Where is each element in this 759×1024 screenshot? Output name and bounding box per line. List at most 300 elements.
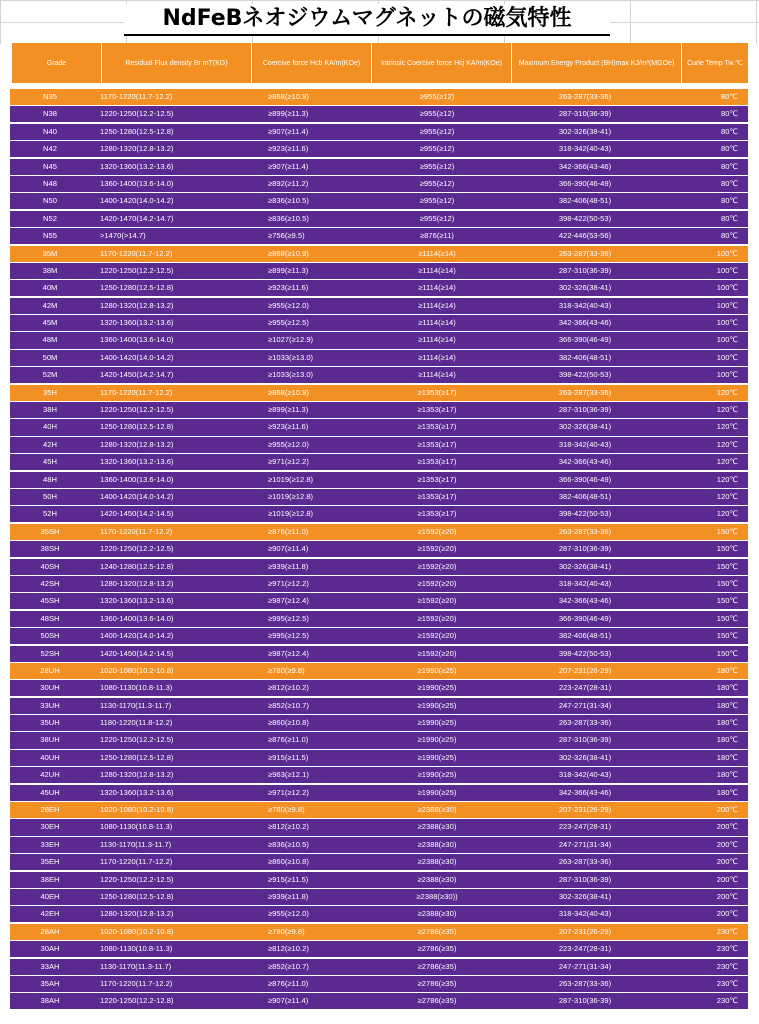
table-row xyxy=(10,924,748,940)
cell-grade: 30AH xyxy=(40,944,60,954)
cell-curie-temp: 180℃ xyxy=(716,770,738,780)
cell-residual-flux-density: 1360-1400(13.6-14.0) xyxy=(100,474,174,484)
table-row xyxy=(10,976,748,992)
cell-curie-temp: 100℃ xyxy=(716,352,738,362)
header-residual-flux-density: Residual Flux density Br mT(KG) xyxy=(102,43,252,83)
cell-grade: N50 xyxy=(43,196,57,206)
cell-intrinsic-coercive-force: ≥1990(≥25) xyxy=(417,683,457,693)
cell-coercive-force: ≥907(≥11.4) xyxy=(268,126,309,136)
cell-coercive-force: ≥963(≥12.1) xyxy=(268,770,309,780)
cell-intrinsic-coercive-force: ≥1353(≥17) xyxy=(417,387,457,397)
cell-residual-flux-density: 1020-1080(10.2-10.8) xyxy=(100,805,174,815)
cell-curie-temp: 100℃ xyxy=(716,248,738,258)
table-body xyxy=(10,89,748,1011)
cell-curie-temp: 120℃ xyxy=(716,457,738,467)
cell-max-energy-product: 302-326(38-41) xyxy=(558,561,612,571)
cell-max-energy-product: 318-342(40-43) xyxy=(558,144,612,154)
cell-coercive-force: ≥971(≥12.2) xyxy=(268,578,309,588)
cell-intrinsic-coercive-force: ≥1592(≥20) xyxy=(417,613,457,623)
cell-max-energy-product: 263-287(33-36) xyxy=(558,978,612,988)
cell-residual-flux-density: 1250-1280(12.5-12.8) xyxy=(100,126,174,136)
cell-curie-temp: 200℃ xyxy=(716,857,738,867)
cell-coercive-force: ≥812(≥10.2) xyxy=(268,822,309,832)
cell-residual-flux-density: 1080-1130(10.8-11.3) xyxy=(100,822,173,832)
cell-grade: 50H xyxy=(43,491,57,501)
cell-grade: 28UH xyxy=(40,665,60,675)
cell-max-energy-product: 223-247(28-31) xyxy=(558,944,612,954)
cell-max-energy-product: 287-310(36-39) xyxy=(558,996,612,1006)
cell-intrinsic-coercive-force: ≥1592(≥20) xyxy=(417,578,457,588)
cell-max-energy-product: 398-422(50-53) xyxy=(558,213,612,223)
cell-residual-flux-density: 1280-1320(12.8-13.2) xyxy=(100,300,174,310)
cell-residual-flux-density: 1020-1080(10.2-10.8) xyxy=(100,926,174,936)
cell-coercive-force: ≥955(≥12.0) xyxy=(268,909,309,919)
cell-grade: 40M xyxy=(42,283,58,293)
table-row xyxy=(10,402,748,418)
cell-coercive-force: ≥955(≥12.0) xyxy=(268,300,309,310)
cell-residual-flux-density: 1170-1220(11.7-12.2) xyxy=(100,978,173,988)
cell-curie-temp: 180℃ xyxy=(716,735,738,745)
cell-coercive-force: ≥899(≥11.3) xyxy=(268,109,309,119)
cell-max-energy-product: 422-446(53-56) xyxy=(558,231,612,241)
cell-intrinsic-coercive-force: ≥1592(≥20) xyxy=(417,631,457,641)
cell-residual-flux-density: 1420-1450(14.2-14.5) xyxy=(100,509,174,519)
cell-grade: N45 xyxy=(43,161,57,171)
cell-max-energy-product: 287-310(36-39) xyxy=(558,544,612,554)
table-row xyxy=(10,193,748,209)
cell-max-energy-product: 207-231(26-29) xyxy=(558,805,612,815)
cell-curie-temp: 180℃ xyxy=(716,718,738,728)
cell-curie-temp: 120℃ xyxy=(716,474,738,484)
cell-coercive-force: ≥1019(≥12.8) xyxy=(268,474,314,484)
cell-residual-flux-density: 1320-1360(13.2-13.6) xyxy=(100,457,174,467)
cell-grade: 48M xyxy=(42,335,58,345)
cell-curie-temp: 100℃ xyxy=(716,335,738,345)
cell-residual-flux-density: 1320-1360(13.2-13.6) xyxy=(100,787,174,797)
cell-max-energy-product: 247-271(31-34) xyxy=(558,839,612,849)
cell-curie-temp: 200℃ xyxy=(716,874,738,884)
cell-coercive-force: ≥876(≥11.0) xyxy=(268,978,309,988)
table-row xyxy=(10,785,748,801)
cell-intrinsic-coercive-force: ≥876(≥11) xyxy=(420,231,454,241)
cell-curie-temp: 80℃ xyxy=(721,144,738,154)
cell-max-energy-product: 318-342(40-43) xyxy=(558,300,612,310)
cell-max-energy-product: 366-390(46-49) xyxy=(558,335,612,345)
cell-coercive-force: ≥852(≥10.7) xyxy=(268,961,309,971)
cell-max-energy-product: 342-366(43-46) xyxy=(558,596,612,606)
table-header-row xyxy=(12,43,748,83)
cell-coercive-force: ≥987(≥12.4) xyxy=(268,648,309,658)
cell-curie-temp: 150℃ xyxy=(716,578,738,588)
table-row xyxy=(10,559,748,575)
table-row xyxy=(10,715,748,731)
cell-residual-flux-density: 1170-1220(11.7-12.2) xyxy=(100,857,173,867)
cell-intrinsic-coercive-force: ≥1114(≥14) xyxy=(418,300,456,310)
cell-coercive-force: ≥812(≥10.2) xyxy=(268,944,309,954)
cell-grade: 30EH xyxy=(40,822,60,832)
cell-curie-temp: 100℃ xyxy=(716,300,738,310)
cell-intrinsic-coercive-force: ≥1990(≥25) xyxy=(417,718,457,728)
cell-curie-temp: 80℃ xyxy=(721,196,738,206)
cell-max-energy-product: 302-326(38-41) xyxy=(558,752,612,762)
cell-curie-temp: 180℃ xyxy=(716,752,738,762)
table-row xyxy=(10,454,748,470)
cell-grade: N52 xyxy=(43,213,57,223)
cell-residual-flux-density: 1220-1250(12.2-12.5) xyxy=(100,265,174,275)
cell-curie-temp: 200℃ xyxy=(716,805,738,815)
cell-intrinsic-coercive-force: ≥1114(≥14) xyxy=(418,248,456,258)
cell-grade: 38AH xyxy=(40,996,60,1006)
cell-curie-temp: 120℃ xyxy=(716,439,738,449)
cell-coercive-force: ≥892(≥11.2) xyxy=(268,178,309,188)
cell-max-energy-product: 366-390(46-49) xyxy=(558,178,612,188)
cell-coercive-force: ≥780(≥9.8) xyxy=(268,805,305,815)
cell-intrinsic-coercive-force: ≥1114(≥14) xyxy=(418,352,456,362)
cell-intrinsic-coercive-force: ≥2786(≥35) xyxy=(417,944,457,954)
cell-residual-flux-density: 1280-1320(12.8-13.2) xyxy=(100,439,174,449)
table-row xyxy=(10,906,748,922)
cell-curie-temp: 180℃ xyxy=(716,683,738,693)
cell-intrinsic-coercive-force: ≥1592(≥20) xyxy=(417,648,457,658)
cell-max-energy-product: 398-422(50-53) xyxy=(558,370,612,380)
cell-intrinsic-coercive-force: ≥1353(≥17) xyxy=(417,491,457,501)
cell-max-energy-product: 302-326(38-41) xyxy=(558,283,612,293)
cell-residual-flux-density: 1240-1280(12.5-12.8) xyxy=(100,561,174,571)
table-row xyxy=(10,211,748,227)
cell-curie-temp: 150℃ xyxy=(716,561,738,571)
cell-intrinsic-coercive-force: ≥2786(≥35) xyxy=(417,996,457,1006)
cell-coercive-force: ≥907(≥11.4) xyxy=(268,544,309,554)
cell-coercive-force: ≥860(≥10.8) xyxy=(268,857,309,867)
cell-max-energy-product: 263-287(33-36) xyxy=(558,718,612,728)
cell-intrinsic-coercive-force: ≥2388(≥30) xyxy=(417,839,457,849)
table-row xyxy=(10,802,748,818)
cell-curie-temp: 100℃ xyxy=(716,370,738,380)
table-row xyxy=(10,263,748,279)
cell-grade: 40EH xyxy=(40,891,60,901)
table-row xyxy=(10,367,748,383)
table-row xyxy=(10,993,748,1009)
cell-intrinsic-coercive-force: ≥955(≥12) xyxy=(419,126,455,136)
cell-grade: 48SH xyxy=(40,613,60,623)
cell-coercive-force: ≥955(≥12.5) xyxy=(268,318,309,328)
cell-residual-flux-density: 1420-1470(14.2-14.7) xyxy=(100,213,174,223)
cell-coercive-force: ≥923(≥11.6) xyxy=(268,422,309,432)
cell-coercive-force: ≥907(≥11.4) xyxy=(268,996,309,1006)
cell-intrinsic-coercive-force: ≥1114(≥14) xyxy=(418,283,456,293)
cell-coercive-force: ≥995(≥12.5) xyxy=(268,631,309,641)
cell-curie-temp: 120℃ xyxy=(716,387,738,397)
cell-grade: 45H xyxy=(43,457,57,467)
cell-intrinsic-coercive-force: ≥1990(≥25) xyxy=(417,665,457,675)
cell-residual-flux-density: 1220-1250(12.2-12.5) xyxy=(100,109,174,119)
cell-max-energy-product: 342-366(43-46) xyxy=(558,457,612,467)
cell-intrinsic-coercive-force: ≥1990(≥25) xyxy=(417,787,457,797)
cell-max-energy-product: 398-422(50-53) xyxy=(558,648,612,658)
cell-grade: 28EH xyxy=(40,805,60,815)
cell-intrinsic-coercive-force: ≥2786(≥35) xyxy=(417,926,457,936)
cell-residual-flux-density: 1420-1450(14.2-14.7) xyxy=(100,370,174,380)
table-row xyxy=(10,350,748,366)
cell-curie-temp: 100℃ xyxy=(716,318,738,328)
cell-residual-flux-density: 1400-1420(14.0-14.2) xyxy=(100,631,174,641)
cell-residual-flux-density: 1280-1320(12.8-13.2) xyxy=(100,578,174,588)
cell-coercive-force: ≥1027(≥12.9) xyxy=(268,335,314,345)
cell-coercive-force: ≥860(≥10.8) xyxy=(268,718,309,728)
cell-coercive-force: ≥1033(≥13.0) xyxy=(268,370,314,380)
cell-residual-flux-density: 1170-1220(11.7-12.2) xyxy=(100,387,173,397)
cell-curie-temp: 150℃ xyxy=(716,613,738,623)
cell-coercive-force: ≥923(≥11.6) xyxy=(268,144,309,154)
cell-max-energy-product: 382-406(48-51) xyxy=(558,631,612,641)
cell-curie-temp: 80℃ xyxy=(721,126,738,136)
cell-intrinsic-coercive-force: ≥2786(≥35) xyxy=(417,961,457,971)
cell-max-energy-product: 302-326(38-41) xyxy=(558,891,612,901)
cell-residual-flux-density: 1170-1220(11.7-12.2) xyxy=(100,248,173,258)
cell-intrinsic-coercive-force: ≥955(≥12) xyxy=(419,196,455,206)
cell-intrinsic-coercive-force: ≥955(≥12) xyxy=(419,161,455,171)
cell-residual-flux-density: 1400-1420(14.0-14.2) xyxy=(100,352,174,362)
cell-residual-flux-density: 1220-1250(12.2-12.5) xyxy=(100,735,174,745)
cell-intrinsic-coercive-force: ≥1353(≥17) xyxy=(417,457,457,467)
cell-max-energy-product: 318-342(40-43) xyxy=(558,439,612,449)
cell-max-energy-product: 287-310(36-39) xyxy=(558,109,612,119)
cell-max-energy-product: 223-247(28-31) xyxy=(558,683,612,693)
cell-max-energy-product: 287-310(36-39) xyxy=(558,735,612,745)
cell-coercive-force: ≥915(≥11.5) xyxy=(268,752,309,762)
table-row xyxy=(10,228,748,244)
cell-intrinsic-coercive-force: ≥1990(≥25) xyxy=(417,770,457,780)
table-row xyxy=(10,541,748,557)
cell-curie-temp: 150℃ xyxy=(716,544,738,554)
cell-curie-temp: 120℃ xyxy=(716,405,738,415)
cell-grade: 30UH xyxy=(40,683,60,693)
cell-grade: 40H xyxy=(43,422,57,432)
cell-grade: 52SH xyxy=(40,648,60,658)
cell-grade: 35EH xyxy=(40,857,60,867)
cell-coercive-force: ≥971(≥12.2) xyxy=(268,787,309,797)
table-row xyxy=(10,628,748,644)
cell-residual-flux-density: 1320-1360(13.2-13.6) xyxy=(100,596,174,606)
cell-intrinsic-coercive-force: ≥2388(≥30) xyxy=(417,857,457,867)
table-row xyxy=(10,646,748,662)
cell-residual-flux-density: 1360-1400(13.6-14.0) xyxy=(100,178,174,188)
cell-curie-temp: 200℃ xyxy=(716,891,738,901)
cell-coercive-force: ≥1033(≥13.0) xyxy=(268,352,314,362)
cell-intrinsic-coercive-force: ≥1353(≥17) xyxy=(417,439,457,449)
cell-curie-temp: 120℃ xyxy=(716,422,738,432)
cell-coercive-force: ≥812(≥10.2) xyxy=(268,683,309,693)
cell-max-energy-product: 382-406(48-51) xyxy=(558,196,612,206)
cell-coercive-force: ≥836(≥10.5) xyxy=(268,839,309,849)
cell-grade: 28AH xyxy=(40,926,60,936)
table-row xyxy=(10,941,748,957)
table-row xyxy=(10,385,748,401)
cell-curie-temp: 80℃ xyxy=(721,92,738,101)
cell-grade: 52H xyxy=(43,509,57,519)
cell-max-energy-product: 287-310(36-39) xyxy=(558,874,612,884)
cell-curie-temp: 230℃ xyxy=(716,961,738,971)
cell-coercive-force: ≥868(≥10.9) xyxy=(268,248,309,258)
cell-intrinsic-coercive-force: ≥2786(≥35) xyxy=(417,978,457,988)
table-row xyxy=(10,524,748,540)
cell-curie-temp: 100℃ xyxy=(716,283,738,293)
cell-max-energy-product: 223-247(28-31) xyxy=(558,822,612,832)
cell-grade: N48 xyxy=(43,178,57,188)
cell-max-energy-product: 263-287(33-36) xyxy=(558,857,612,867)
cell-intrinsic-coercive-force: ≥1990(≥25) xyxy=(417,735,457,745)
cell-intrinsic-coercive-force: ≥1114(≥14) xyxy=(418,318,456,328)
cell-grade: 35M xyxy=(42,248,58,258)
cell-intrinsic-coercive-force: ≥2388(≥30) xyxy=(417,805,457,815)
cell-coercive-force: ≥780(≥9.8) xyxy=(268,665,305,675)
header-grade: Grade xyxy=(12,43,102,83)
cell-intrinsic-coercive-force: ≥955(≥12) xyxy=(419,92,455,101)
table-row xyxy=(10,767,748,783)
cell-max-energy-product: 342-366(43-46) xyxy=(558,787,612,797)
table-row xyxy=(10,89,748,105)
cell-curie-temp: 100℃ xyxy=(716,265,738,275)
table-row xyxy=(10,593,748,609)
cell-max-energy-product: 318-342(40-43) xyxy=(558,578,612,588)
cell-curie-temp: 120℃ xyxy=(716,491,738,501)
table-row xyxy=(10,837,748,853)
cell-residual-flux-density: 1420-1450(14.2-14.5) xyxy=(100,648,174,658)
table-row xyxy=(10,611,748,627)
cell-intrinsic-coercive-force: ≥2388(≥30) xyxy=(417,822,457,832)
cell-grade: 35AH xyxy=(40,978,60,988)
cell-coercive-force: ≥907(≥11.4) xyxy=(268,161,309,171)
cell-max-energy-product: 287-310(36-39) xyxy=(558,405,612,415)
cell-grade: 45SH xyxy=(40,596,60,606)
cell-residual-flux-density: 1400-1420(14.0-14.2) xyxy=(100,491,174,501)
cell-grade: 38M xyxy=(42,265,58,275)
cell-grade: 38H xyxy=(43,405,57,415)
cell-intrinsic-coercive-force: ≥2388(≥30)) xyxy=(416,891,458,901)
cell-residual-flux-density: 1320-1360(13.2-13.6) xyxy=(100,161,174,171)
cell-coercive-force: ≥987(≥12.4) xyxy=(268,596,309,606)
cell-residual-flux-density: 1250-1280(12.5-12.8) xyxy=(100,752,174,762)
table-row xyxy=(10,106,748,122)
cell-max-energy-product: 366-390(46-49) xyxy=(558,613,612,623)
table-row xyxy=(10,332,748,348)
header-max-energy-product: Maximum Energy Product (BH)max KJ/m³(MGOe) xyxy=(512,43,682,83)
cell-grade: 45M xyxy=(42,318,58,328)
cell-residual-flux-density: 1220-1250(12.2-12.5) xyxy=(100,544,174,554)
cell-coercive-force: ≥1019(≥12.8) xyxy=(268,491,314,501)
cell-residual-flux-density: 1220-1250(12.2-12.8) xyxy=(100,996,174,1006)
page-title: NdFeBネオジウムマグネットの磁気特性 xyxy=(124,4,610,36)
cell-residual-flux-density: 1280-1320(12.8-13.2) xyxy=(100,770,174,780)
cell-grade: 38UH xyxy=(40,735,60,745)
cell-residual-flux-density: 1360-1400(13.6-14.0) xyxy=(100,335,174,345)
table-row xyxy=(10,698,748,714)
cell-max-energy-product: 207-231(26-29) xyxy=(558,926,612,936)
cell-max-energy-product: 342-366(43-46) xyxy=(558,161,612,171)
cell-coercive-force: ≥955(≥12.0) xyxy=(268,439,309,449)
header-intrinsic-coercive-force: Intrinsic Coercive force Hcj KA/m(KOe) xyxy=(372,43,512,83)
cell-coercive-force: ≥836(≥10.5) xyxy=(268,196,309,206)
cell-curie-temp: 230℃ xyxy=(716,926,738,936)
table-row xyxy=(10,124,748,140)
cell-grade: 38SH xyxy=(40,544,60,554)
table-row xyxy=(10,472,748,488)
cell-residual-flux-density: 1020-1080(10.2-10.8) xyxy=(100,665,174,675)
cell-residual-flux-density: >1470(>14.7) xyxy=(100,231,146,241)
cell-curie-temp: 80℃ xyxy=(721,213,738,223)
cell-intrinsic-coercive-force: ≥1990(≥25) xyxy=(417,700,457,710)
cell-max-energy-product: 382-406(48-51) xyxy=(558,352,612,362)
cell-coercive-force: ≥923(≥11.6) xyxy=(268,283,309,293)
cell-curie-temp: 80℃ xyxy=(721,231,738,241)
cell-coercive-force: ≥876(≥11.0) xyxy=(268,526,309,536)
table-row xyxy=(10,854,748,870)
cell-grade: 52M xyxy=(42,370,58,380)
cell-grade: 50M xyxy=(42,352,58,362)
cell-intrinsic-coercive-force: ≥2388(≥30) xyxy=(417,909,457,919)
cell-coercive-force: ≥899(≥11.3) xyxy=(268,265,309,275)
table-row xyxy=(10,176,748,192)
table-row xyxy=(10,819,748,835)
cell-grade: 45UH xyxy=(40,787,60,797)
cell-grade: 42EH xyxy=(40,909,60,919)
cell-residual-flux-density: 1400-1420(14.0-14.2) xyxy=(100,196,174,206)
table-row xyxy=(10,280,748,296)
cell-max-energy-product: 318-342(40-43) xyxy=(558,770,612,780)
cell-coercive-force: ≥780(≥9.8) xyxy=(268,926,305,936)
cell-intrinsic-coercive-force: ≥955(≥12) xyxy=(419,178,455,188)
cell-coercive-force: ≥899(≥11.3) xyxy=(268,405,309,415)
cell-residual-flux-density: 1130-1170(11.3-11.7) xyxy=(100,839,172,849)
table-row xyxy=(10,732,748,748)
table-row xyxy=(10,576,748,592)
cell-curie-temp: 180℃ xyxy=(716,787,738,797)
cell-coercive-force: ≥1019(≥12.8) xyxy=(268,509,314,519)
cell-residual-flux-density: 1080-1130(10.8-11.3) xyxy=(100,944,173,954)
cell-residual-flux-density: 1250-1280(12.5-12.8) xyxy=(100,891,174,901)
cell-curie-temp: 200℃ xyxy=(716,822,738,832)
cell-intrinsic-coercive-force: ≥1592(≥20) xyxy=(417,526,457,536)
cell-coercive-force: ≥836(≥10.5) xyxy=(268,213,309,223)
cell-intrinsic-coercive-force: ≥1353(≥17) xyxy=(417,405,457,415)
cell-grade: 42M xyxy=(42,300,58,310)
cell-coercive-force: ≥939(≥11.8) xyxy=(268,561,309,571)
table-row xyxy=(10,437,748,453)
cell-grade: 50SH xyxy=(40,631,60,641)
cell-residual-flux-density: 1220-1250(12.2-12.5) xyxy=(100,874,174,884)
cell-coercive-force: ≥995(≥12.5) xyxy=(268,613,309,623)
cell-intrinsic-coercive-force: ≥1353(≥17) xyxy=(417,474,457,484)
cell-intrinsic-coercive-force: ≥2388(≥30) xyxy=(417,874,457,884)
cell-coercive-force: ≥939(≥11.8) xyxy=(268,891,309,901)
cell-curie-temp: 230℃ xyxy=(716,944,738,954)
table-row xyxy=(10,889,748,905)
cell-coercive-force: ≥852(≥10.7) xyxy=(268,700,309,710)
cell-grade: 38EH xyxy=(40,874,60,884)
cell-max-energy-product: 263-287(33-36) xyxy=(558,248,612,258)
cell-curie-temp: 230℃ xyxy=(716,978,738,988)
cell-curie-temp: 80℃ xyxy=(721,178,738,188)
cell-intrinsic-coercive-force: ≥1353(≥17) xyxy=(417,422,457,432)
cell-grade: 42UH xyxy=(40,770,60,780)
cell-residual-flux-density: 1130-1170(11.3-11.7) xyxy=(100,961,172,971)
cell-intrinsic-coercive-force: ≥955(≥12) xyxy=(419,109,455,119)
cell-intrinsic-coercive-force: ≥1592(≥20) xyxy=(417,544,457,554)
table-row xyxy=(10,489,748,505)
cell-intrinsic-coercive-force: ≥1114(≥14) xyxy=(418,265,456,275)
cell-intrinsic-coercive-force: ≥1990(≥25) xyxy=(417,752,457,762)
cell-intrinsic-coercive-force: ≥1114(≥14) xyxy=(418,370,456,380)
